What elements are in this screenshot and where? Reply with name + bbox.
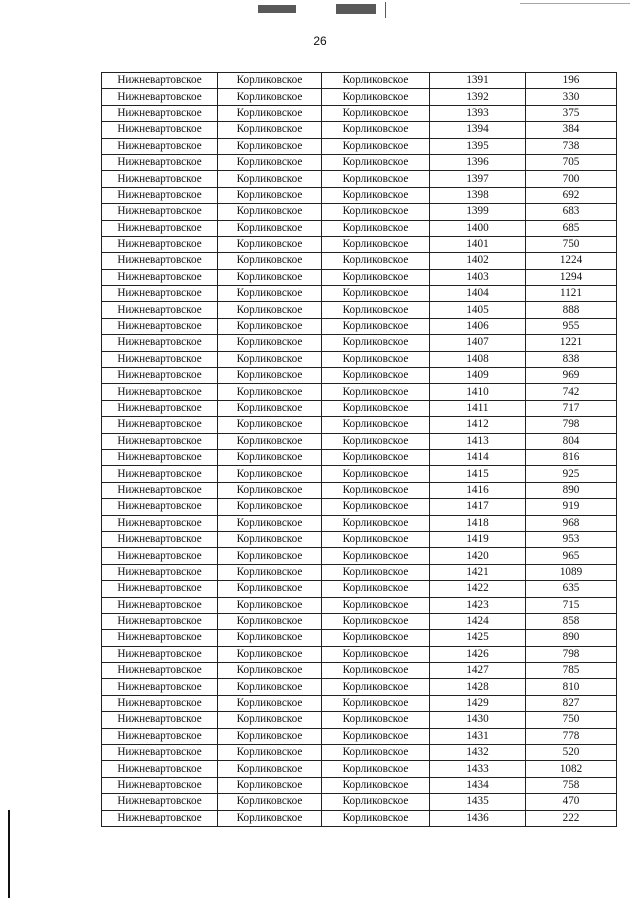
- municipality-cell: Нижневартовское: [102, 171, 218, 187]
- value-cell: 375: [526, 105, 617, 121]
- municipality-cell: Нижневартовское: [102, 105, 218, 121]
- municipality-cell: Нижневартовское: [102, 679, 218, 695]
- number-cell: 1414: [430, 449, 526, 465]
- value-cell: 1224: [526, 253, 617, 269]
- field-cell: Корликовское: [218, 253, 322, 269]
- license-area-cell: Корликовское: [322, 466, 430, 482]
- number-cell: 1426: [430, 646, 526, 662]
- number-cell: 1432: [430, 745, 526, 761]
- license-area-cell: Корликовское: [322, 220, 430, 236]
- municipality-cell: Нижневартовское: [102, 236, 218, 252]
- value-cell: 705: [526, 154, 617, 170]
- license-area-cell: Корликовское: [322, 564, 430, 580]
- value-cell: 816: [526, 449, 617, 465]
- table-row: [102, 318, 617, 334]
- license-area-cell: Корликовское: [322, 794, 430, 810]
- number-cell: 1396: [430, 154, 526, 170]
- field-cell: Корликовское: [218, 466, 322, 482]
- table-row: [102, 581, 617, 597]
- value-cell: 838: [526, 351, 617, 367]
- license-area-cell: Корликовское: [322, 171, 430, 187]
- value-cell: 804: [526, 433, 617, 449]
- number-cell: 1417: [430, 499, 526, 515]
- municipality-cell: Нижневартовское: [102, 417, 218, 433]
- license-area-cell: Корликовское: [322, 368, 430, 384]
- table-row: [102, 728, 617, 744]
- value-cell: 750: [526, 236, 617, 252]
- license-area-cell: Корликовское: [322, 384, 430, 400]
- field-cell: Корликовское: [218, 433, 322, 449]
- field-cell: Корликовское: [218, 646, 322, 662]
- value-cell: 827: [526, 695, 617, 711]
- license-area-cell: Корликовское: [322, 204, 430, 220]
- field-cell: Корликовское: [218, 417, 322, 433]
- number-cell: 1401: [430, 236, 526, 252]
- field-cell: Корликовское: [218, 745, 322, 761]
- table-row: [102, 138, 617, 154]
- license-area-cell: Корликовское: [322, 777, 430, 793]
- table-row: [102, 745, 617, 761]
- number-cell: 1397: [430, 171, 526, 187]
- field-cell: Корликовское: [218, 499, 322, 515]
- municipality-cell: Нижневартовское: [102, 138, 218, 154]
- value-cell: 1082: [526, 761, 617, 777]
- field-cell: Корликовское: [218, 777, 322, 793]
- value-cell: 955: [526, 318, 617, 334]
- municipality-cell: Нижневартовское: [102, 564, 218, 580]
- license-area-cell: Корликовское: [322, 73, 430, 89]
- field-cell: Корликовское: [218, 515, 322, 531]
- value-cell: 1089: [526, 564, 617, 580]
- municipality-cell: Нижневартовское: [102, 548, 218, 564]
- municipality-cell: Нижневартовское: [102, 745, 218, 761]
- value-cell: 715: [526, 597, 617, 613]
- municipality-cell: Нижневартовское: [102, 466, 218, 482]
- value-cell: 685: [526, 220, 617, 236]
- field-cell: Корликовское: [218, 728, 322, 744]
- value-cell: 384: [526, 122, 617, 138]
- number-cell: 1430: [430, 712, 526, 728]
- license-area-cell: Корликовское: [322, 417, 430, 433]
- license-area-cell: Корликовское: [322, 187, 430, 203]
- municipality-cell: Нижневартовское: [102, 761, 218, 777]
- field-cell: Корликовское: [218, 220, 322, 236]
- field-cell: Корликовское: [218, 187, 322, 203]
- license-area-cell: Корликовское: [322, 499, 430, 515]
- municipality-cell: Нижневартовское: [102, 449, 218, 465]
- municipality-cell: Нижневартовское: [102, 122, 218, 138]
- field-cell: Корликовское: [218, 302, 322, 318]
- number-cell: 1406: [430, 318, 526, 334]
- table-row: [102, 171, 617, 187]
- number-cell: 1393: [430, 105, 526, 121]
- scan-artifact: [336, 4, 376, 14]
- license-area-cell: Корликовское: [322, 89, 430, 105]
- license-area-cell: Корликовское: [322, 613, 430, 629]
- table-row: [102, 122, 617, 138]
- field-cell: Корликовское: [218, 679, 322, 695]
- license-area-cell: Корликовское: [322, 351, 430, 367]
- data-table: [101, 72, 617, 827]
- municipality-cell: Нижневартовское: [102, 400, 218, 416]
- license-area-cell: Корликовское: [322, 302, 430, 318]
- number-cell: 1391: [430, 73, 526, 89]
- field-cell: Корликовское: [218, 105, 322, 121]
- table-row: [102, 89, 617, 105]
- license-area-cell: Корликовское: [322, 695, 430, 711]
- scan-artifact: [520, 3, 630, 4]
- municipality-cell: Нижневартовское: [102, 712, 218, 728]
- municipality-cell: Нижневартовское: [102, 187, 218, 203]
- table-row: [102, 761, 617, 777]
- number-cell: 1434: [430, 777, 526, 793]
- license-area-cell: Корликовское: [322, 728, 430, 744]
- value-cell: 738: [526, 138, 617, 154]
- field-cell: Корликовское: [218, 73, 322, 89]
- value-cell: 520: [526, 745, 617, 761]
- field-cell: Корликовское: [218, 564, 322, 580]
- field-cell: Корликовское: [218, 204, 322, 220]
- number-cell: 1419: [430, 531, 526, 547]
- municipality-cell: Нижневартовское: [102, 777, 218, 793]
- table-row: [102, 663, 617, 679]
- field-cell: Корликовское: [218, 335, 322, 351]
- field-cell: Корликовское: [218, 171, 322, 187]
- license-area-cell: Корликовское: [322, 253, 430, 269]
- table-row: [102, 154, 617, 170]
- number-cell: 1422: [430, 581, 526, 597]
- municipality-cell: Нижневартовское: [102, 433, 218, 449]
- table-row: [102, 630, 617, 646]
- municipality-cell: Нижневартовское: [102, 794, 218, 810]
- number-cell: 1431: [430, 728, 526, 744]
- number-cell: 1415: [430, 466, 526, 482]
- table-row: [102, 466, 617, 482]
- municipality-cell: Нижневартовское: [102, 810, 218, 826]
- value-cell: 919: [526, 499, 617, 515]
- license-area-cell: Корликовское: [322, 269, 430, 285]
- table-row: [102, 105, 617, 121]
- municipality-cell: Нижневартовское: [102, 73, 218, 89]
- table-body: [102, 73, 617, 827]
- field-cell: Корликовское: [218, 695, 322, 711]
- municipality-cell: Нижневартовское: [102, 286, 218, 302]
- license-area-cell: Корликовское: [322, 679, 430, 695]
- value-cell: 888: [526, 302, 617, 318]
- number-cell: 1424: [430, 613, 526, 629]
- municipality-cell: Нижневартовское: [102, 597, 218, 613]
- number-cell: 1428: [430, 679, 526, 695]
- municipality-cell: Нижневартовское: [102, 630, 218, 646]
- municipality-cell: Нижневартовское: [102, 499, 218, 515]
- license-area-cell: Корликовское: [322, 810, 430, 826]
- value-cell: 196: [526, 73, 617, 89]
- municipality-cell: Нижневартовское: [102, 646, 218, 662]
- number-cell: 1435: [430, 794, 526, 810]
- table-row: [102, 597, 617, 613]
- municipality-cell: Нижневартовское: [102, 318, 218, 334]
- table-row: [102, 269, 617, 285]
- field-cell: Корликовское: [218, 368, 322, 384]
- value-cell: 798: [526, 646, 617, 662]
- table-row: [102, 384, 617, 400]
- number-cell: 1429: [430, 695, 526, 711]
- license-area-cell: Корликовское: [322, 400, 430, 416]
- value-cell: 965: [526, 548, 617, 564]
- municipality-cell: Нижневартовское: [102, 269, 218, 285]
- municipality-cell: Нижневартовское: [102, 482, 218, 498]
- municipality-cell: Нижневартовское: [102, 154, 218, 170]
- license-area-cell: Корликовское: [322, 286, 430, 302]
- value-cell: 1294: [526, 269, 617, 285]
- value-cell: 330: [526, 89, 617, 105]
- scan-artifact: [385, 2, 386, 18]
- value-cell: 778: [526, 728, 617, 744]
- table-row: [102, 73, 617, 89]
- value-cell: 785: [526, 663, 617, 679]
- municipality-cell: Нижневартовское: [102, 581, 218, 597]
- license-area-cell: Корликовское: [322, 630, 430, 646]
- number-cell: 1402: [430, 253, 526, 269]
- value-cell: 890: [526, 482, 617, 498]
- field-cell: Корликовское: [218, 449, 322, 465]
- scan-artifact: [258, 5, 296, 13]
- number-cell: 1398: [430, 187, 526, 203]
- number-cell: 1420: [430, 548, 526, 564]
- page-number: 26: [313, 34, 327, 48]
- table-row: [102, 449, 617, 465]
- field-cell: Корликовское: [218, 548, 322, 564]
- table-row: [102, 613, 617, 629]
- license-area-cell: Корликовское: [322, 433, 430, 449]
- value-cell: 925: [526, 466, 617, 482]
- number-cell: 1425: [430, 630, 526, 646]
- table-row: [102, 236, 617, 252]
- value-cell: 470: [526, 794, 617, 810]
- number-cell: 1418: [430, 515, 526, 531]
- municipality-cell: Нижневартовское: [102, 302, 218, 318]
- field-cell: Корликовское: [218, 400, 322, 416]
- table-row: [102, 417, 617, 433]
- field-cell: Корликовское: [218, 663, 322, 679]
- table-row: [102, 302, 617, 318]
- number-cell: 1394: [430, 122, 526, 138]
- field-cell: Корликовское: [218, 531, 322, 547]
- field-cell: Корликовское: [218, 318, 322, 334]
- table-row: [102, 646, 617, 662]
- field-cell: Корликовское: [218, 236, 322, 252]
- table-row: [102, 220, 617, 236]
- value-cell: 222: [526, 810, 617, 826]
- table-row: [102, 187, 617, 203]
- field-cell: Корликовское: [218, 286, 322, 302]
- value-cell: 635: [526, 581, 617, 597]
- table-row: [102, 679, 617, 695]
- value-cell: 953: [526, 531, 617, 547]
- field-cell: Корликовское: [218, 712, 322, 728]
- table-row: [102, 204, 617, 220]
- field-cell: Корликовское: [218, 794, 322, 810]
- field-cell: Корликовское: [218, 122, 322, 138]
- field-cell: Корликовское: [218, 613, 322, 629]
- number-cell: 1409: [430, 368, 526, 384]
- number-cell: 1423: [430, 597, 526, 613]
- field-cell: Корликовское: [218, 154, 322, 170]
- field-cell: Корликовское: [218, 630, 322, 646]
- license-area-cell: Корликовское: [322, 581, 430, 597]
- table-row: [102, 499, 617, 515]
- number-cell: 1436: [430, 810, 526, 826]
- license-area-cell: Корликовское: [322, 122, 430, 138]
- number-cell: 1410: [430, 384, 526, 400]
- municipality-cell: Нижневартовское: [102, 695, 218, 711]
- license-area-cell: Корликовское: [322, 138, 430, 154]
- number-cell: 1400: [430, 220, 526, 236]
- number-cell: 1405: [430, 302, 526, 318]
- municipality-cell: Нижневартовское: [102, 531, 218, 547]
- number-cell: 1404: [430, 286, 526, 302]
- license-area-cell: Корликовское: [322, 597, 430, 613]
- number-cell: 1403: [430, 269, 526, 285]
- table-row: [102, 368, 617, 384]
- municipality-cell: Нижневартовское: [102, 384, 218, 400]
- table-row: [102, 564, 617, 580]
- field-cell: Корликовское: [218, 810, 322, 826]
- value-cell: 1121: [526, 286, 617, 302]
- table-row: [102, 351, 617, 367]
- license-area-cell: Корликовское: [322, 318, 430, 334]
- license-area-cell: Корликовское: [322, 548, 430, 564]
- table-row: [102, 794, 617, 810]
- value-cell: 969: [526, 368, 617, 384]
- municipality-cell: Нижневартовское: [102, 351, 218, 367]
- value-cell: 758: [526, 777, 617, 793]
- value-cell: 700: [526, 171, 617, 187]
- value-cell: 750: [526, 712, 617, 728]
- table-row: [102, 253, 617, 269]
- table-row: [102, 531, 617, 547]
- number-cell: 1399: [430, 204, 526, 220]
- scan-edge-line: [8, 810, 10, 898]
- field-cell: Корликовское: [218, 581, 322, 597]
- license-area-cell: Корликовское: [322, 105, 430, 121]
- license-area-cell: Корликовское: [322, 646, 430, 662]
- field-cell: Корликовское: [218, 138, 322, 154]
- number-cell: 1392: [430, 89, 526, 105]
- license-area-cell: Корликовское: [322, 236, 430, 252]
- license-area-cell: Корликовское: [322, 663, 430, 679]
- table-row: [102, 335, 617, 351]
- municipality-cell: Нижневартовское: [102, 89, 218, 105]
- value-cell: 742: [526, 384, 617, 400]
- table-row: [102, 777, 617, 793]
- municipality-cell: Нижневартовское: [102, 613, 218, 629]
- field-cell: Корликовское: [218, 351, 322, 367]
- table-row: [102, 810, 617, 826]
- value-cell: 858: [526, 613, 617, 629]
- value-cell: 1221: [526, 335, 617, 351]
- field-cell: Корликовское: [218, 89, 322, 105]
- number-cell: 1411: [430, 400, 526, 416]
- table-row: [102, 712, 617, 728]
- license-area-cell: Корликовское: [322, 712, 430, 728]
- table-row: [102, 400, 617, 416]
- municipality-cell: Нижневартовское: [102, 515, 218, 531]
- number-cell: 1407: [430, 335, 526, 351]
- number-cell: 1433: [430, 761, 526, 777]
- value-cell: 968: [526, 515, 617, 531]
- field-cell: Корликовское: [218, 597, 322, 613]
- value-cell: 890: [526, 630, 617, 646]
- number-cell: 1427: [430, 663, 526, 679]
- number-cell: 1413: [430, 433, 526, 449]
- municipality-cell: Нижневартовское: [102, 728, 218, 744]
- number-cell: 1416: [430, 482, 526, 498]
- value-cell: 798: [526, 417, 617, 433]
- license-area-cell: Корликовское: [322, 515, 430, 531]
- field-cell: Корликовское: [218, 384, 322, 400]
- number-cell: 1395: [430, 138, 526, 154]
- table-row: [102, 286, 617, 302]
- table-row: [102, 548, 617, 564]
- municipality-cell: Нижневартовское: [102, 335, 218, 351]
- license-area-cell: Корликовское: [322, 449, 430, 465]
- license-area-cell: Корликовское: [322, 745, 430, 761]
- value-cell: 683: [526, 204, 617, 220]
- table-row: [102, 433, 617, 449]
- municipality-cell: Нижневартовское: [102, 368, 218, 384]
- value-cell: 717: [526, 400, 617, 416]
- license-area-cell: Корликовское: [322, 531, 430, 547]
- field-cell: Корликовское: [218, 761, 322, 777]
- municipality-cell: Нижневартовское: [102, 204, 218, 220]
- value-cell: 692: [526, 187, 617, 203]
- municipality-cell: Нижневартовское: [102, 220, 218, 236]
- table-row: [102, 695, 617, 711]
- table-row: [102, 515, 617, 531]
- value-cell: 810: [526, 679, 617, 695]
- number-cell: 1412: [430, 417, 526, 433]
- license-area-cell: Корликовское: [322, 482, 430, 498]
- license-area-cell: Корликовское: [322, 154, 430, 170]
- field-cell: Корликовское: [218, 482, 322, 498]
- table-row: [102, 482, 617, 498]
- number-cell: 1421: [430, 564, 526, 580]
- license-area-cell: Корликовское: [322, 335, 430, 351]
- municipality-cell: Нижневартовское: [102, 253, 218, 269]
- number-cell: 1408: [430, 351, 526, 367]
- field-cell: Корликовское: [218, 269, 322, 285]
- license-area-cell: Корликовское: [322, 761, 430, 777]
- municipality-cell: Нижневартовское: [102, 663, 218, 679]
